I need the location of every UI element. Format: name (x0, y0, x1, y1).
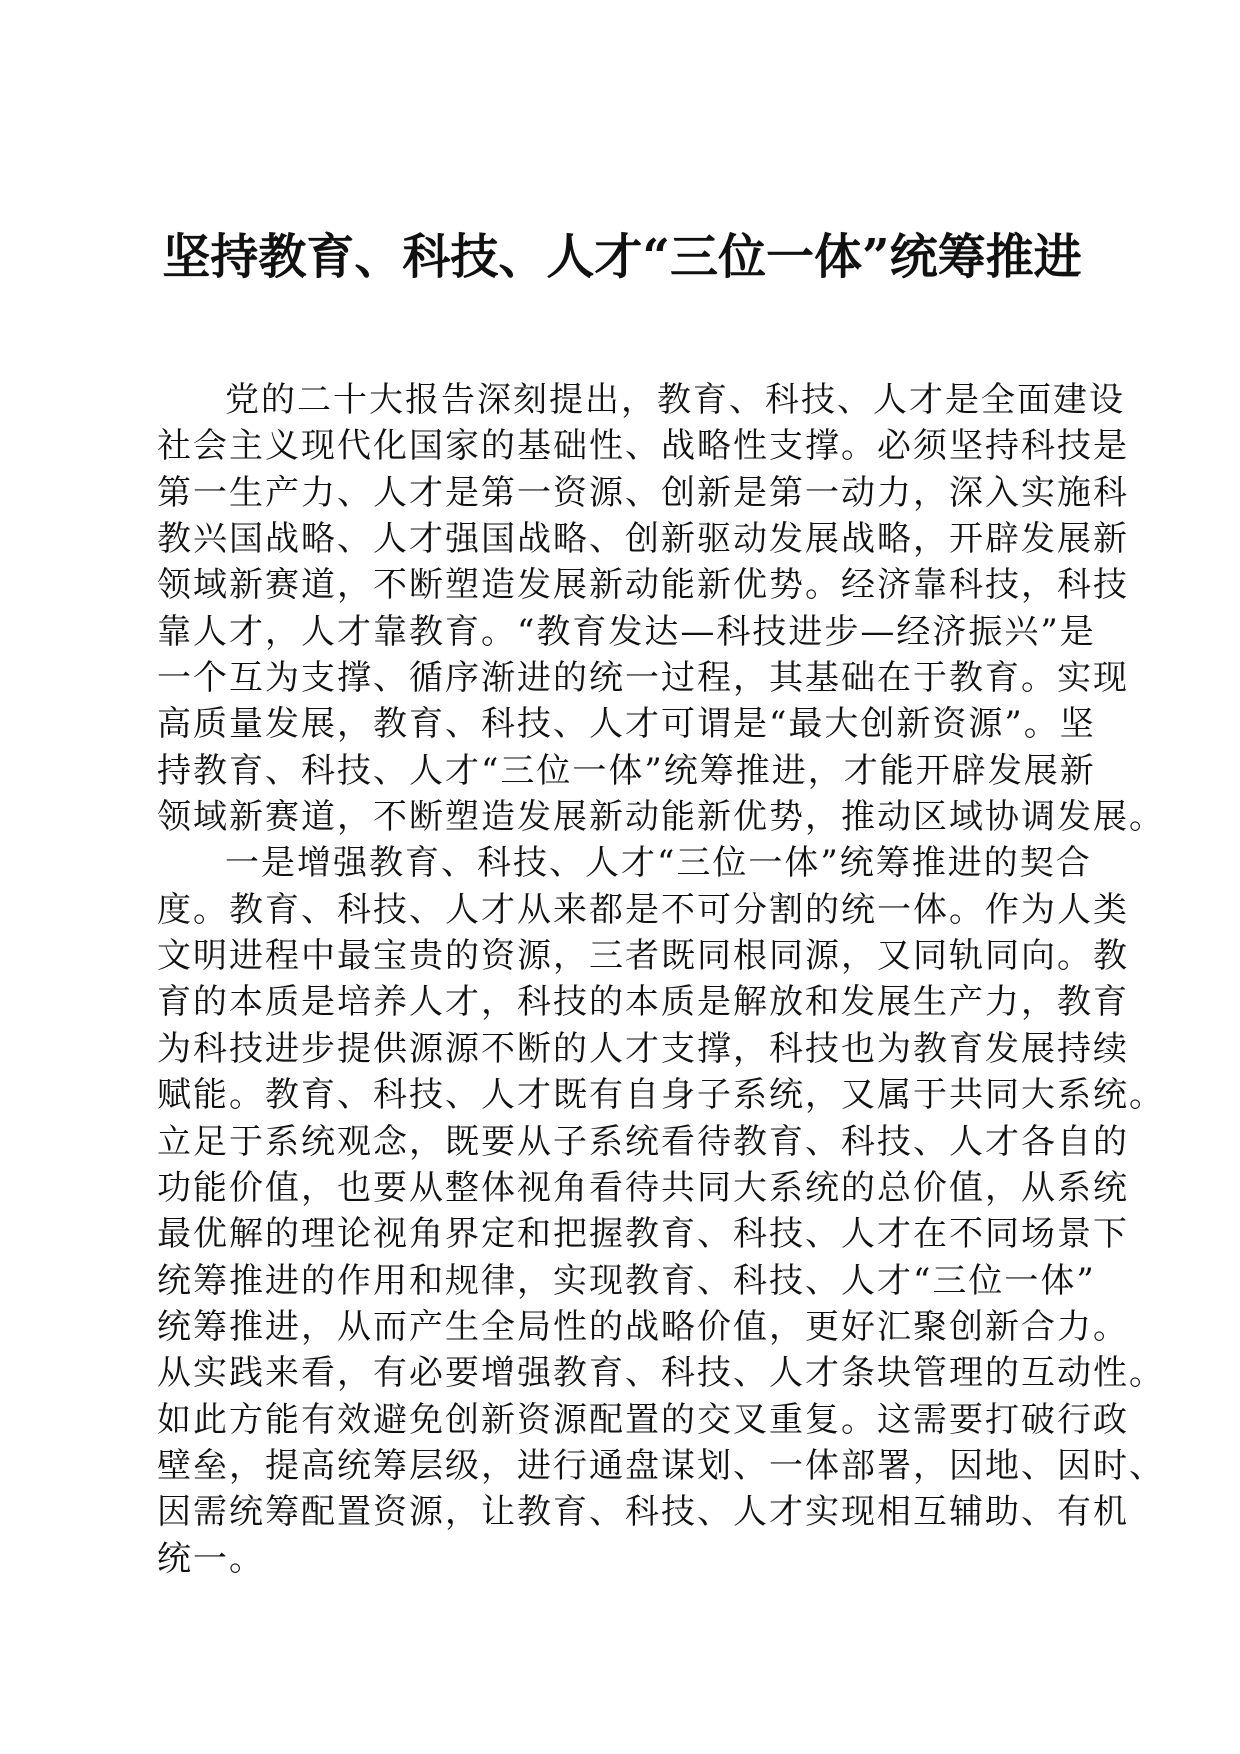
text-line: 为科技进步提供源源不断的人才支撑，科技也为教育发展持续 (157, 1028, 1129, 1069)
text-line: 立足于系统观念，既要从子系统看待教育、科技、人才各自的 (157, 1121, 1129, 1162)
text-line: 第一生产力、人才是第一资源、创新是第一动力，深入实施科 (157, 472, 1129, 513)
text-line: 靠人才，人才靠教育。“教育发达—科技进步—经济振兴”是 (157, 611, 1096, 652)
text-line: 党的二十大报告深刻提出，教育、科技、人才是全面建设 (225, 380, 1125, 420)
text-line: 统筹推进的作用和规律，实现教育、科技、人才“三位一体” (157, 1260, 1096, 1301)
text-line: 统筹推进，从而产生全局性的战略价值，更好汇聚创新合力。 (157, 1306, 1129, 1347)
text-line: 文明进程中最宝贵的资源，三者既同根同源，又同轨同向。教 (157, 936, 1129, 977)
text-line: 度。教育、科技、人才从来都是不可分割的统一体。作为人类 (157, 889, 1129, 930)
text-line: 一是增强教育、科技、人才“三位一体”统筹推进的契合 (225, 843, 1092, 884)
article-body (157, 377, 1165, 1582)
text-line: 从实践来看，有必要增强教育、科技、人才条块管理的互动性。 (157, 1353, 1165, 1394)
text-line: 最优解的理论视角界定和把握教育、科技、人才在不同场景下 (157, 1214, 1129, 1255)
text-line: 社会主义现代化国家的基础性、战略性支撑。必须坚持科技是 (157, 426, 1129, 467)
text-line: 赋能。教育、科技、人才既有自身子系统，又属于共同大系统。 (157, 1075, 1165, 1116)
text-line: 统一。 (157, 1538, 265, 1579)
text-line: 壁垒，提高统筹层级，进行通盘谋划、一体部署，因地、因时、 (157, 1445, 1165, 1486)
text-line: 教兴国战略、人才强国战略、创新驱动发展战略，开辟发展新 (157, 519, 1129, 560)
text-line: 因需统筹配置资源，让教育、科技、人才实现相互辅助、有机 (157, 1492, 1129, 1533)
text-line: 功能价值，也要从整体视角看待共同大系统的总价值，从系统 (157, 1167, 1129, 1208)
text-line: 持教育、科技、人才“三位一体”统筹推进，才能开辟发展新 (157, 750, 1096, 791)
text-line: 一个互为支撑、循序渐进的统一过程，其基础在于教育。实现 (157, 658, 1129, 699)
text-line: 育的本质是培养人才，科技的本质是解放和发展生产力，教育 (157, 982, 1129, 1023)
text-line: 领域新赛道，不断塑造发展新动能新优势。经济靠科技，科技 (157, 565, 1129, 606)
document-title: 坚持教育、科技、人才“三位一体”统筹推进 (162, 229, 1082, 285)
text-line: 领域新赛道，不断塑造发展新动能新优势，推动区域协调发展。 (157, 797, 1165, 838)
text-line: 高质量发展，教育、科技、人才可谓是“最大创新资源”。坚 (157, 704, 1096, 745)
text-line: 如此方能有效避免创新资源配置的交叉重复。这需要打破行政 (157, 1399, 1129, 1440)
